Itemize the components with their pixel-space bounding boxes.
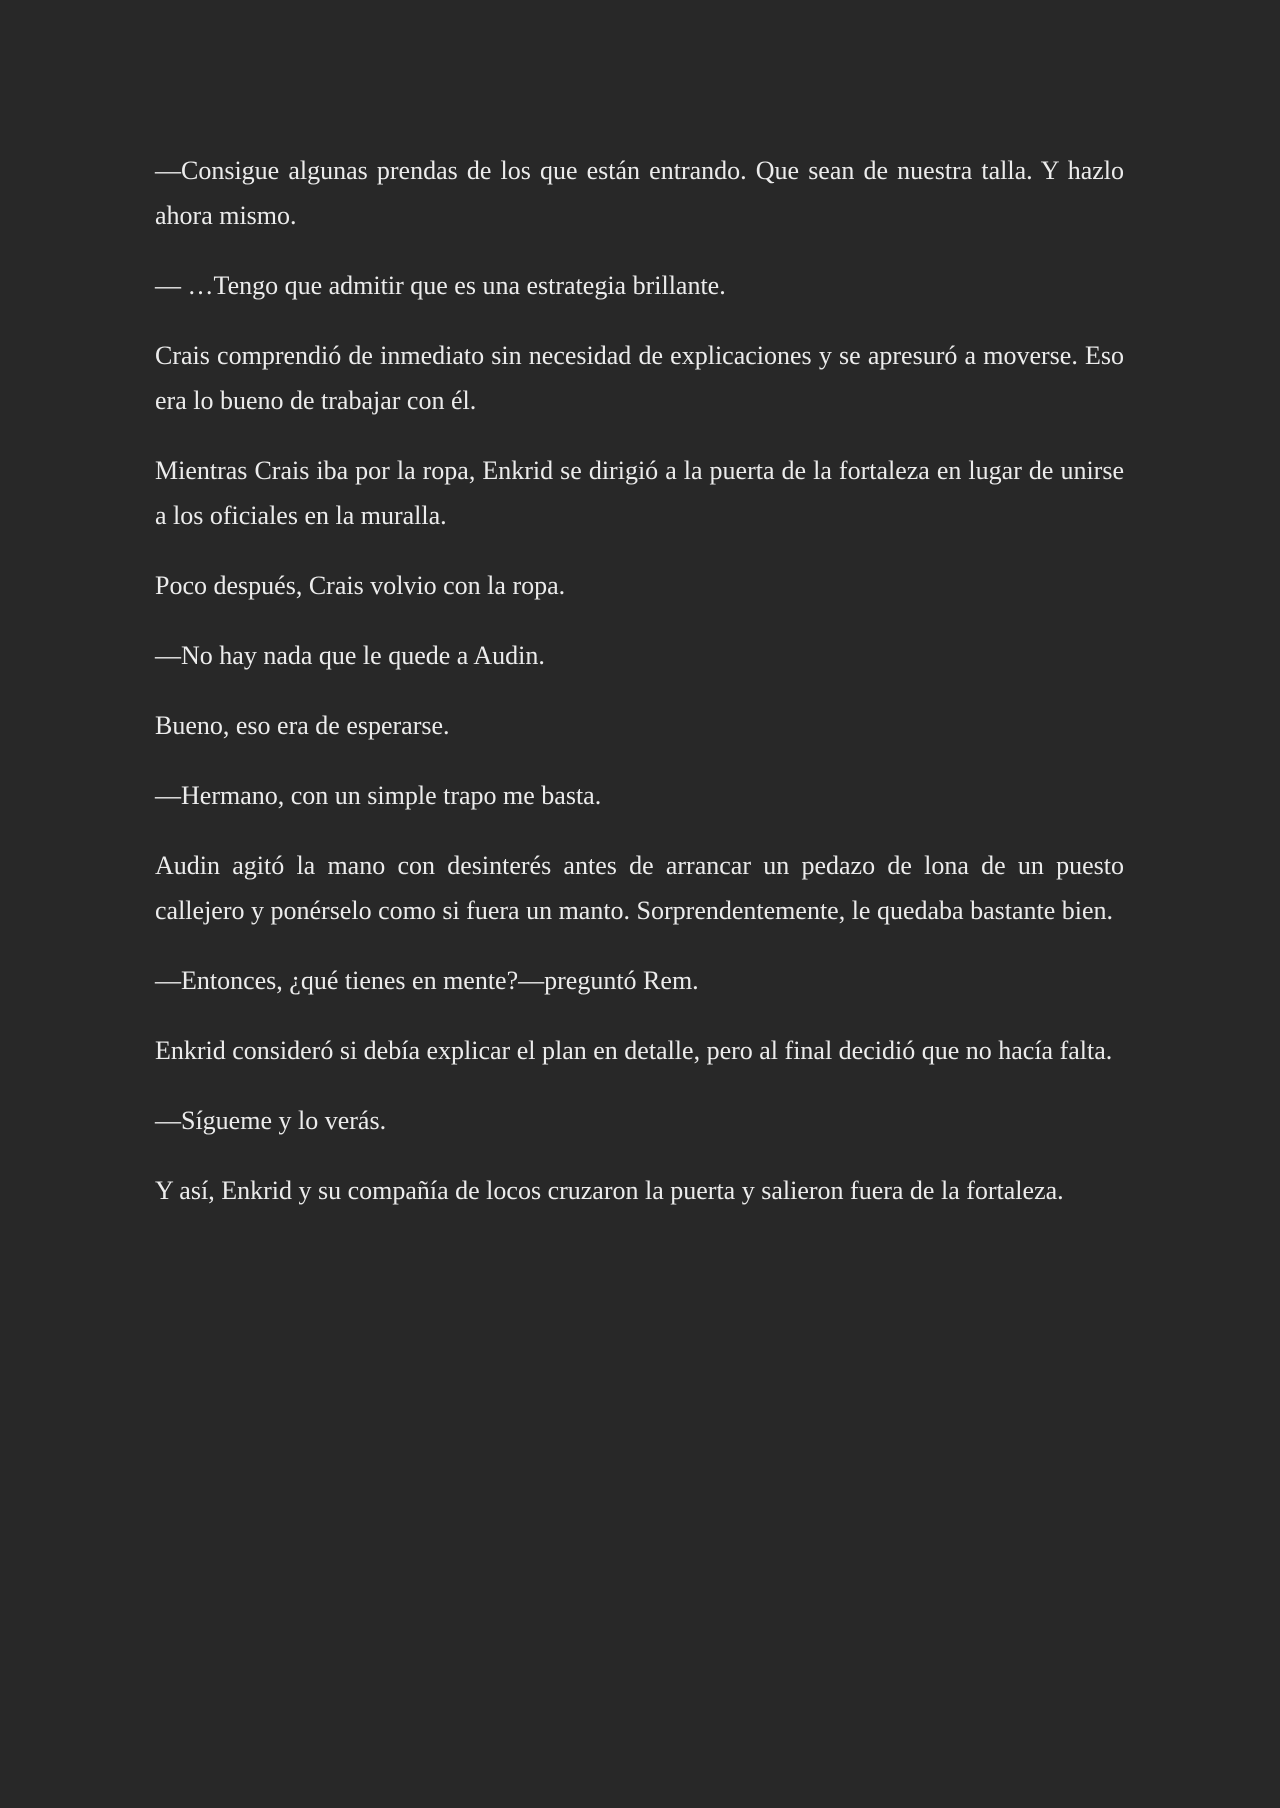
reader-page — [155, 148, 1124, 1238]
paragraph-1: —Consigue algunas prendas de los que están entrando. Que sean de nuestra talla. Y hazlo ahora mismo. — [155, 156, 1124, 230]
paragraph-6: —No hay nada que le quede a Audin. — [155, 641, 545, 670]
paragraph-11: Enkrid consideró si debía explicar el plan en detalle, pero al final decidió que no hacía falta. — [155, 1036, 1113, 1065]
paragraph-4: Mientras Crais iba por la ropa, Enkrid se dirigió a la puerta de la fortaleza en lugar de unirse a los oficiales en la muralla. — [155, 456, 1124, 530]
paragraph-12: —Sígueme y lo verás. — [155, 1106, 387, 1135]
paragraph-3: Crais comprendió de inmediato sin necesidad de explicaciones y se apresuró a moverse. Eso era lo bueno de trabajar con él. — [155, 341, 1124, 415]
paragraph-5: Poco después, Crais volvio con la ropa. — [155, 571, 566, 600]
paragraph-7: Bueno, eso era de esperarse. — [155, 711, 450, 740]
paragraph-13: Y así, Enkrid y su compañía de locos cruzaron la puerta y salieron fuera de la fortaleza. — [155, 1176, 1064, 1205]
paragraph-9: Audin agitó la mano con desinterés antes de arrancar un pedazo de lona de un puesto callejero y ponérselo como si fuera un manto. Sorprendentemente, le quedaba bastante bien. — [155, 851, 1124, 925]
paragraph-2: — …Tengo que admitir que es una estrategia brillante. — [155, 271, 726, 300]
paragraph-8: —Hermano, con un simple trapo me basta. — [155, 781, 602, 810]
paragraph-10: —Entonces, ¿qué tienes en mente?—preguntó Rem. — [155, 966, 699, 995]
